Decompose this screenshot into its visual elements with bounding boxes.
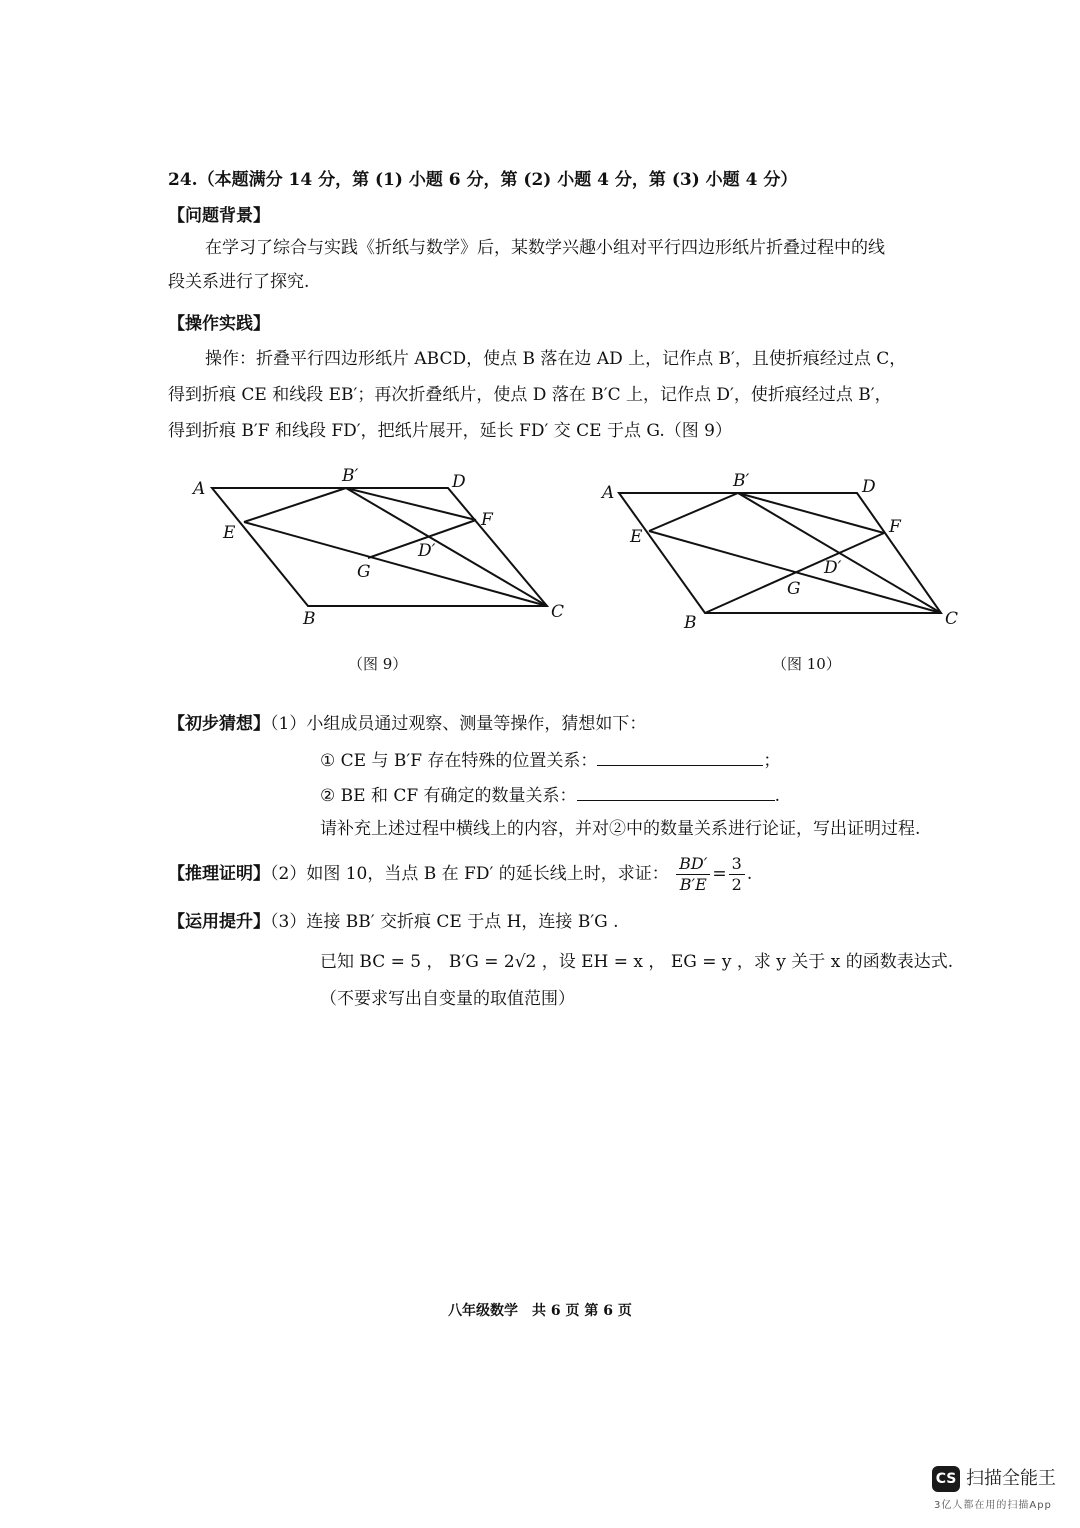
fig9-line-BC bbox=[346, 488, 547, 606]
fig9-label-G: G bbox=[357, 562, 371, 582]
part1-item2: ② BE 和 CF 有确定的数量关系： bbox=[320, 786, 577, 806]
figure-9-labels bbox=[191, 466, 564, 629]
part1-item1-end: ； bbox=[763, 751, 781, 771]
fig10-caption: （图 10） bbox=[772, 655, 841, 673]
part2-fraction-rhs bbox=[729, 854, 745, 895]
camscanner-tagline: 3亿人都在用的扫描App bbox=[934, 1500, 1052, 1511]
answer-blank-2[interactable] bbox=[577, 782, 775, 801]
figures-svg bbox=[0, 0, 1080, 700]
fig10-line-EB bbox=[649, 493, 738, 531]
figure-10 bbox=[619, 493, 941, 613]
part3-title: 【运用提升】 bbox=[168, 912, 270, 932]
fig9-label-E: E bbox=[223, 523, 236, 543]
background-line-1: 在学习了综合与实践《折纸与数学》后，某数学兴趣小组对平行四边形纸片折叠过程中的线 bbox=[205, 238, 885, 258]
part2-text: （2）如图 10，当点 B 在 FD′ 的延长线上时，求证： bbox=[270, 864, 669, 884]
practice-line-3: 得到折痕 B′F 和线段 FD′，把纸片展开，延长 FD′ 交 CE 于点 G.（图 9） bbox=[168, 421, 732, 441]
fig9-label-Bp: B′ bbox=[342, 466, 359, 486]
fig10-label-Bp: B′ bbox=[733, 471, 750, 491]
part2-rhs-num: 3 bbox=[729, 854, 745, 875]
practice-title: 【操作实践】 bbox=[168, 314, 270, 334]
figure-10-labels bbox=[600, 471, 958, 633]
fig10-label-B: B bbox=[684, 613, 697, 633]
part1-request: 请补充上述过程中横线上的内容，并对②中的数量关系进行论证，写出证明过程. bbox=[320, 819, 921, 839]
fig10-line-FB bbox=[705, 533, 884, 613]
fig9-caption: （图 9） bbox=[348, 655, 408, 673]
fig10-label-A: A bbox=[602, 483, 615, 503]
fig9-line-EB bbox=[244, 488, 346, 522]
fig9-label-F: F bbox=[481, 510, 493, 530]
part2-equals: = bbox=[712, 864, 727, 884]
part3-text2: 已知 BC = 5 ， B′G = 2√2 ，设 EH = x ， EG = y ，求 y 关于 x 的函数表达式. bbox=[320, 952, 954, 972]
fig9-line-CE bbox=[244, 522, 547, 606]
fig9-label-A: A bbox=[193, 479, 206, 499]
part1-item2-row bbox=[320, 782, 780, 808]
part2-frac-num: BD′ bbox=[676, 854, 710, 875]
fig9-line-BF bbox=[346, 488, 476, 520]
camscanner-name: 扫描全能王 bbox=[966, 1468, 1056, 1489]
fig10-parallelogram bbox=[619, 493, 941, 613]
part3-text3: （不要求写出自变量的取值范围） bbox=[320, 989, 575, 1009]
part1-item1: ① CE 与 B′F 存在特殊的位置关系： bbox=[320, 751, 598, 771]
fig10-label-C: C bbox=[945, 609, 959, 629]
fig10-label-E: E bbox=[630, 527, 643, 547]
part1-title: 【初步猜想】 bbox=[168, 714, 270, 734]
part2-rhs-den: 2 bbox=[731, 875, 742, 894]
part1-row bbox=[168, 712, 646, 736]
practice-line-2: 得到折痕 CE 和线段 EB′；再次折叠纸片，使点 D 落在 B′C 上，记作点 D′，使折痕经过点 B′， bbox=[168, 385, 892, 405]
fig9-label-B: B bbox=[303, 609, 316, 629]
fig9-label-D: D bbox=[452, 472, 466, 492]
part1-item1-row bbox=[320, 747, 780, 773]
part3-text1: （3）连接 BB′ 交折痕 CE 于点 H，连接 B′G . bbox=[270, 912, 619, 932]
fig10-label-G: G bbox=[787, 579, 801, 599]
part3-row bbox=[168, 910, 619, 934]
practice-line-1: 操作：折叠平行四边形纸片 ABCD，使点 B 落在边 AD 上，记作点 B′，且使折痕经过点 C， bbox=[205, 349, 907, 369]
part1-item2-end: . bbox=[774, 786, 780, 806]
fig9-label-C: C bbox=[551, 602, 565, 622]
fig9-label-Dp: D′ bbox=[418, 541, 436, 561]
figure-9 bbox=[212, 488, 547, 606]
camscanner-logo-icon: CS bbox=[932, 1466, 960, 1492]
part2-row bbox=[168, 854, 752, 895]
fig10-label-F: F bbox=[889, 517, 901, 537]
part2-end: . bbox=[746, 864, 753, 884]
fig10-label-D: D bbox=[862, 477, 876, 497]
question-header: 24.（本题满分 14 分，第 (1) 小题 6 分，第 (2) 小题 4 分，第 (3) 小题 4 分） bbox=[168, 170, 798, 190]
background-title: 【问题背景】 bbox=[168, 206, 270, 226]
part1-intro: （1）小组成员通过观察、测量等操作，猜想如下： bbox=[270, 714, 647, 734]
page-footer: 八年级数学 共 6 页 第 6 页 bbox=[448, 1303, 632, 1319]
fig9-parallelogram bbox=[212, 488, 547, 606]
background-line-2: 段关系进行了探究. bbox=[168, 272, 310, 292]
fig10-label-Dp: D′ bbox=[824, 558, 842, 578]
part2-title: 【推理证明】 bbox=[168, 864, 270, 884]
part2-frac-den: B′E bbox=[679, 875, 707, 894]
answer-blank-1[interactable] bbox=[597, 747, 763, 766]
part2-fraction-lhs bbox=[676, 854, 710, 895]
